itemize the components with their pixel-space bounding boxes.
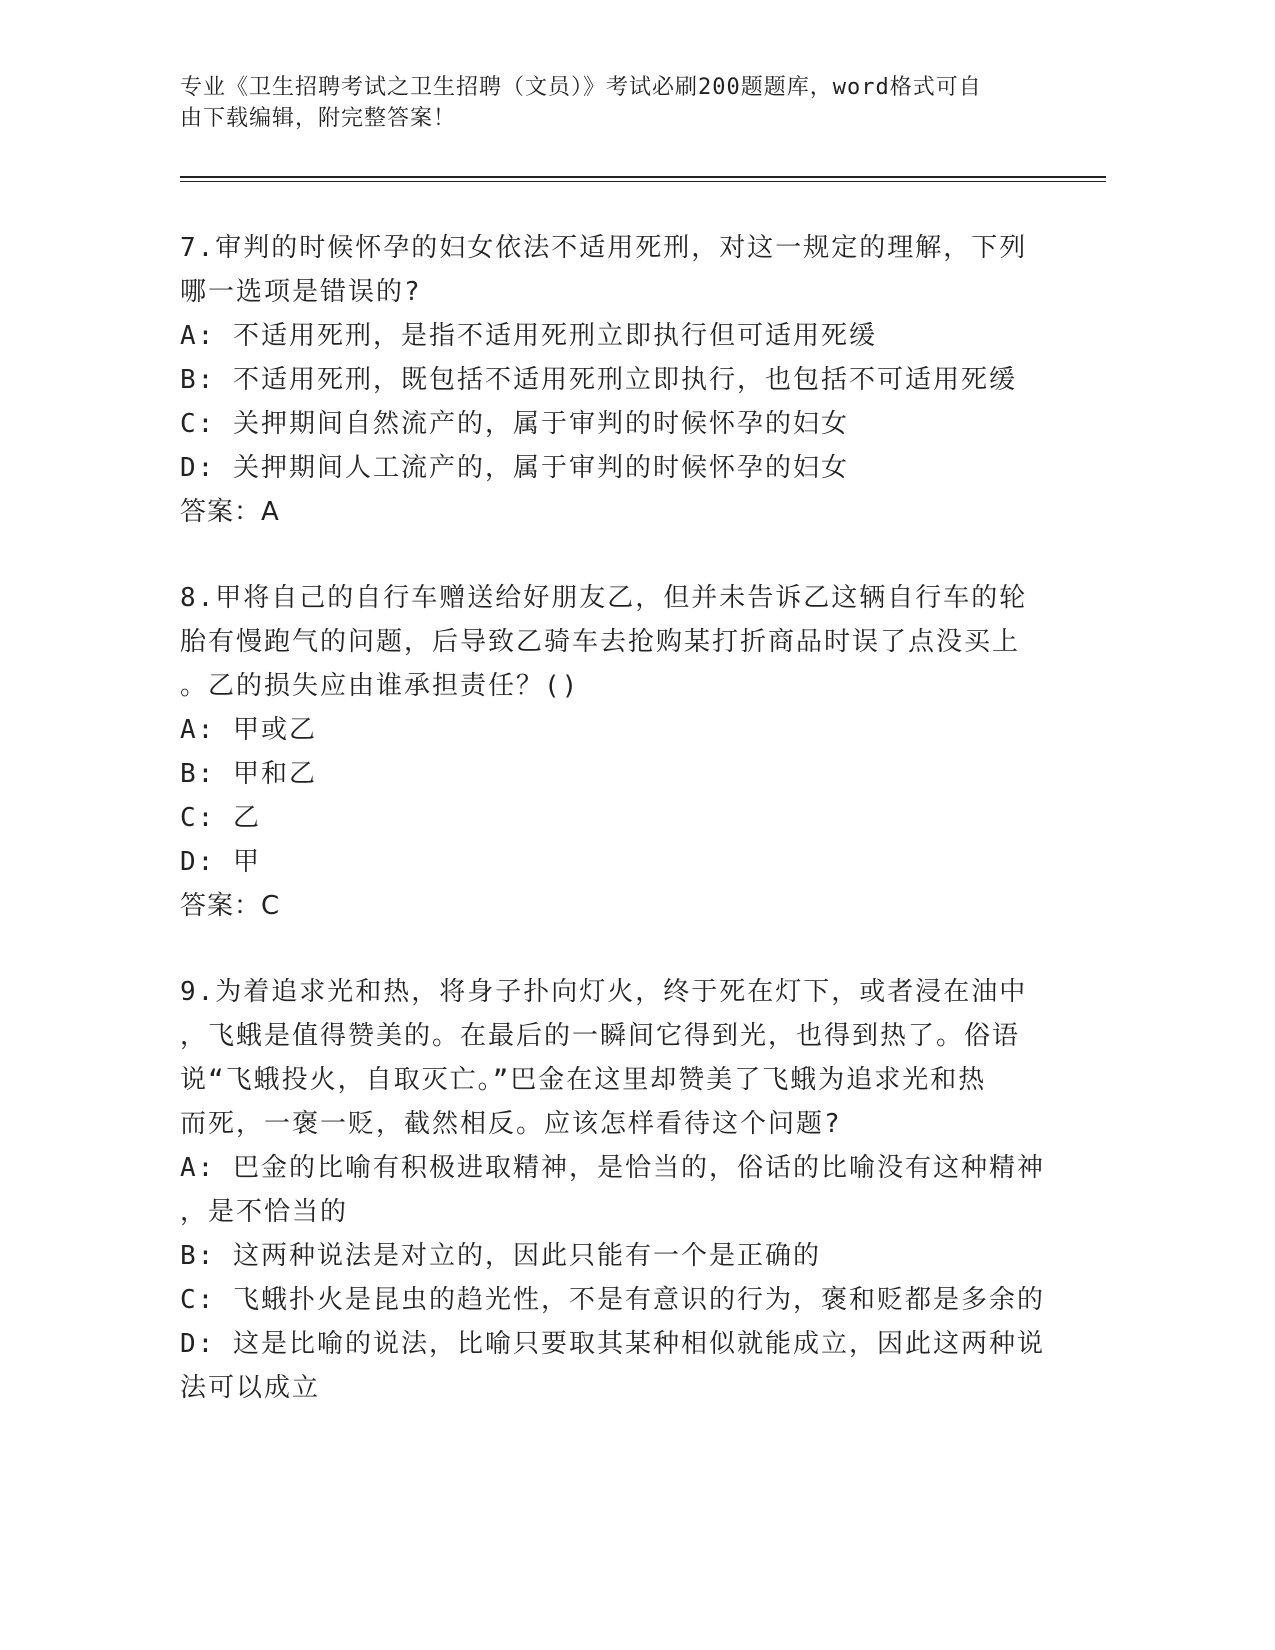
answer-option-line: A: 甲或乙 <box>180 715 317 745</box>
answer-option-line: B: 这两种说法是对立的，因此只能有一个是正确的 <box>180 1241 821 1271</box>
question-stem-line: 胎有慢跑气的问题，后导致乙骑车去抢购某打折商品时误了点没买上 <box>180 627 1021 657</box>
answer-option-line: 法可以成立 <box>180 1373 321 1403</box>
question-stem-line: 8.甲将自己的自行车赠送给好朋友乙，但并未告诉乙这辆自行车的轮 <box>180 583 1028 613</box>
header-divider <box>180 181 1106 182</box>
answer-option-line: C: 关押期间自然流产的，属于审判的时候怀孕的妇女 <box>180 409 849 439</box>
answer-option-line: D: 关押期间人工流产的，属于审判的时候怀孕的妇女 <box>180 453 849 483</box>
header-line: 专业《卫生招聘考试之卫生招聘（文员）》考试必刷200题题库，word格式可自 <box>180 75 982 100</box>
answer-key: 答案：A <box>180 497 280 527</box>
question-stem-line: 说“飞蛾投火，自取灭亡。”巴金在这里却赞美了飞蛾为追求光和热 <box>180 1065 987 1095</box>
answer-option-line: ，是不恰当的 <box>180 1197 349 1227</box>
answer-option-line: D: 这是比喻的说法，比喻只要取其某种相似就能成立，因此这两种说 <box>180 1329 1045 1359</box>
document-header <box>180 72 1040 134</box>
answer-option-line: B: 甲和乙 <box>180 759 317 789</box>
question-block <box>180 576 1040 928</box>
answer-option-line: B: 不适用死刑，既包括不适用死刑立即执行，也包括不可适用死缓 <box>180 365 1017 395</box>
answer-option-line: D: 甲 <box>180 847 261 877</box>
question-stem-line: ，飞蛾是值得赞美的。在最后的一瞬间它得到光，也得到热了。俗语 <box>180 1021 1021 1051</box>
question-stem-line: 而死，一褒一贬，截然相反。应该怎样看待这个问题? <box>180 1109 842 1139</box>
answer-option-line: C: 飞蛾扑火是昆虫的趋光性，不是有意识的行为，褒和贬都是多余的 <box>180 1285 1045 1315</box>
header-line: 由下载编辑，附完整答案！ <box>180 106 457 131</box>
question-stem-line: 7.审判的时候怀孕的妇女依法不适用死刑，对这一规定的理解，下列 <box>180 233 1028 263</box>
answer-option-line: A: 不适用死刑，是指不适用死刑立即执行但可适用死缓 <box>180 321 877 351</box>
question-list <box>180 226 1045 1452</box>
question-block <box>180 970 1045 1410</box>
answer-key: 答案：C <box>180 891 281 921</box>
question-stem-line: 。乙的损失应由谁承担责任？() <box>180 671 580 701</box>
header-divider <box>180 176 1106 178</box>
question-stem-line: 哪一选项是错误的? <box>180 277 422 307</box>
question-stem-line: 9.为着追求光和热，将身子扑向灯火，终于死在灯下，或者浸在油中 <box>180 977 1028 1007</box>
answer-option-line: C: 乙 <box>180 803 261 833</box>
answer-option-line: A: 巴金的比喻有积极进取精神，是恰当的，俗话的比喻没有这种精神 <box>180 1153 1045 1183</box>
question-block <box>180 226 1040 534</box>
